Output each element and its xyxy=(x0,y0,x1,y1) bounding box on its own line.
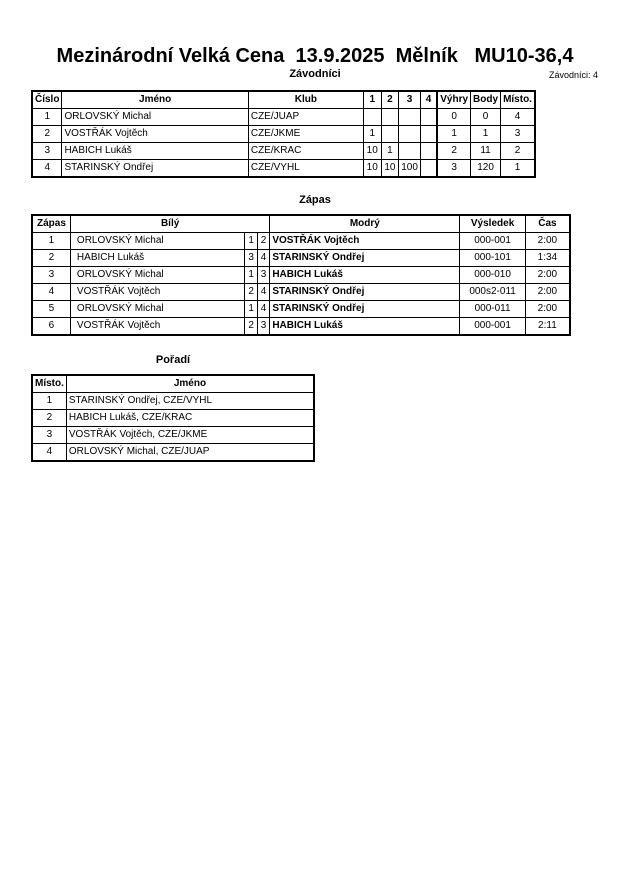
match-number: 2 xyxy=(32,250,70,267)
col-result: Výsledek xyxy=(460,215,525,233)
match-result: 000s2-011 xyxy=(460,284,525,301)
table-row xyxy=(32,267,570,284)
ranking-section-title: Pořadí xyxy=(155,354,191,366)
col-name: Jméno xyxy=(62,91,248,109)
col-white: Bílý xyxy=(70,215,269,233)
white-player: ORLOVSKÝ Michal xyxy=(70,301,244,318)
competitors-subtitle: Závodníci xyxy=(289,68,341,80)
score-cell: 1 xyxy=(363,126,381,143)
match-number: 3 xyxy=(32,267,70,284)
match-time: 2:00 xyxy=(525,233,570,250)
competitor-club: CZE/KRAC xyxy=(248,143,363,160)
score-cell xyxy=(399,143,421,160)
place-cell: 1 xyxy=(501,160,535,178)
white-seed: 2 xyxy=(245,318,257,336)
blue-seed: 3 xyxy=(257,267,269,284)
competitor-number: 2 xyxy=(32,126,62,143)
match-number: 1 xyxy=(32,233,70,250)
score-cell xyxy=(420,109,437,126)
match-time: 2:00 xyxy=(525,284,570,301)
match-number: 6 xyxy=(32,318,70,336)
place-cell: 2 xyxy=(501,143,535,160)
matches-table xyxy=(31,214,571,336)
match-time: 1:34 xyxy=(525,250,570,267)
white-player: VOSTŘÁK Vojtěch xyxy=(70,318,244,336)
white-player: HABICH Lukáš xyxy=(70,250,244,267)
competitor-count: Závodníci: 4 xyxy=(548,70,598,80)
points-cell: 120 xyxy=(471,160,501,178)
white-seed: 1 xyxy=(245,267,257,284)
col-rank-name: Jméno xyxy=(66,375,314,393)
white-seed: 1 xyxy=(245,301,257,318)
page-title: Mezinárodní Velká Cena 13.9.2025 Mělník MU10-36,4 xyxy=(56,45,574,67)
blue-player: STARINSKÝ Ondřej xyxy=(270,301,460,318)
match-time: 2:00 xyxy=(525,301,570,318)
col-club: Klub xyxy=(248,91,363,109)
col-place: Místo. xyxy=(501,91,535,109)
score-cell xyxy=(399,109,421,126)
matches-section-title: Zápas xyxy=(299,194,331,206)
points-cell: 11 xyxy=(471,143,501,160)
table-row xyxy=(32,393,314,410)
blue-player: HABICH Lukáš xyxy=(270,318,460,336)
blue-player: HABICH Lukáš xyxy=(270,267,460,284)
wins-cell: 0 xyxy=(437,109,470,126)
score-cell xyxy=(381,126,399,143)
competitor-club: CZE/JUAP xyxy=(248,109,363,126)
score-cell xyxy=(420,160,437,178)
col-points: Body xyxy=(471,91,501,109)
table-row xyxy=(32,284,570,301)
col-score-3: 3 xyxy=(399,91,421,109)
table-row xyxy=(32,301,570,318)
matches-header-row xyxy=(32,215,570,233)
table-row xyxy=(32,160,535,178)
table-row xyxy=(32,250,570,267)
col-number: Číslo xyxy=(32,91,62,109)
col-score-1: 1 xyxy=(363,91,381,109)
wins-cell: 2 xyxy=(437,143,470,160)
score-cell: 10 xyxy=(363,160,381,178)
competitor-number: 1 xyxy=(32,109,62,126)
competitors-table xyxy=(31,90,536,178)
rank-name: ORLOVSKÝ Michal, CZE/JUAP xyxy=(66,444,314,462)
table-row xyxy=(32,318,570,336)
score-cell xyxy=(420,143,437,160)
col-time: Čas xyxy=(525,215,570,233)
rank-name: STARINSKÝ Ondřej, CZE/VYHL xyxy=(66,393,314,410)
points-cell: 1 xyxy=(471,126,501,143)
score-cell xyxy=(381,109,399,126)
points-cell: 0 xyxy=(471,109,501,126)
blue-player: VOSTŘÁK Vojtěch xyxy=(270,233,460,250)
match-time: 2:11 xyxy=(525,318,570,336)
competitor-name: ORLOVSKÝ Michal xyxy=(62,109,248,126)
rank-place: 3 xyxy=(32,427,66,444)
rank-place: 1 xyxy=(32,393,66,410)
rank-name: VOSTŘÁK Vojtěch, CZE/JKME xyxy=(66,427,314,444)
white-player: ORLOVSKÝ Michal xyxy=(70,267,244,284)
table-row xyxy=(32,126,535,143)
table-row xyxy=(32,444,314,462)
blue-seed: 4 xyxy=(257,301,269,318)
competitor-club: CZE/VYHL xyxy=(248,160,363,178)
rank-name: HABICH Lukáš, CZE/KRAC xyxy=(66,410,314,427)
table-row xyxy=(32,143,535,160)
blue-seed: 3 xyxy=(257,318,269,336)
match-number: 5 xyxy=(32,301,70,318)
competitor-club: CZE/JKME xyxy=(248,126,363,143)
place-cell: 4 xyxy=(501,109,535,126)
col-wins: Výhry xyxy=(437,91,470,109)
ranking-table xyxy=(31,374,315,462)
match-time: 2:00 xyxy=(525,267,570,284)
score-cell: 10 xyxy=(381,160,399,178)
col-blue: Modrý xyxy=(270,215,460,233)
col-score-4: 4 xyxy=(420,91,437,109)
blue-player: STARINSKÝ Ondřej xyxy=(270,250,460,267)
competitor-number: 4 xyxy=(32,160,62,178)
table-row xyxy=(32,427,314,444)
competitor-name: STARINSKÝ Ondřej xyxy=(62,160,248,178)
score-cell: 100 xyxy=(399,160,421,178)
rank-place: 2 xyxy=(32,410,66,427)
match-result: 000-001 xyxy=(460,318,525,336)
ranking-header-row xyxy=(32,375,314,393)
blue-seed: 4 xyxy=(257,284,269,301)
competitor-number: 3 xyxy=(32,143,62,160)
score-cell xyxy=(363,109,381,126)
col-match: Zápas xyxy=(32,215,70,233)
white-seed: 1 xyxy=(245,233,257,250)
blue-player: STARINSKÝ Ondřej xyxy=(270,284,460,301)
white-player: VOSTŘÁK Vojtěch xyxy=(70,284,244,301)
wins-cell: 3 xyxy=(437,160,470,178)
match-result: 000-010 xyxy=(460,267,525,284)
competitors-header-row xyxy=(32,91,535,109)
score-cell xyxy=(420,126,437,143)
table-row xyxy=(32,410,314,427)
place-cell: 3 xyxy=(501,126,535,143)
table-row xyxy=(32,109,535,126)
competitor-name: VOSTŘÁK Vojtěch xyxy=(62,126,248,143)
score-cell: 10 xyxy=(363,143,381,160)
white-seed: 2 xyxy=(245,284,257,301)
score-cell xyxy=(399,126,421,143)
white-seed: 3 xyxy=(245,250,257,267)
match-result: 000-101 xyxy=(460,250,525,267)
match-result: 000-001 xyxy=(460,233,525,250)
match-number: 4 xyxy=(32,284,70,301)
blue-seed: 4 xyxy=(257,250,269,267)
rank-place: 4 xyxy=(32,444,66,462)
competitor-name: HABICH Lukáš xyxy=(62,143,248,160)
blue-seed: 2 xyxy=(257,233,269,250)
wins-cell: 1 xyxy=(437,126,470,143)
white-player: ORLOVSKÝ Michal xyxy=(70,233,244,250)
score-cell: 1 xyxy=(381,143,399,160)
match-result: 000-011 xyxy=(460,301,525,318)
col-score-2: 2 xyxy=(381,91,399,109)
col-rank-place: Místo. xyxy=(32,375,66,393)
table-row xyxy=(32,233,570,250)
